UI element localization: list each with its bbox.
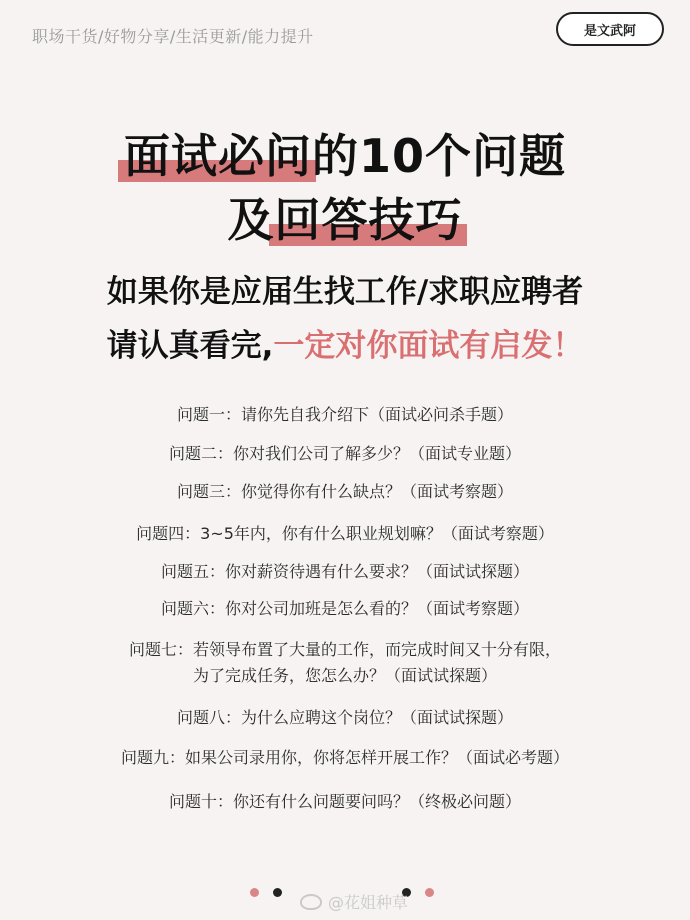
question-item: 问题四：3~5年内，你有什么职业规划嘛？（面试考察题）	[136, 524, 554, 543]
page-dot	[250, 888, 259, 897]
title-highlight-1: 面试必问	[124, 120, 312, 186]
page-dots	[250, 888, 282, 897]
title-block	[0, 0, 690, 260]
watermark	[300, 890, 408, 913]
title-line-2	[0, 184, 690, 250]
tagline: 职场干货/好物分享/生活更新/能力提升	[32, 27, 314, 46]
title-rest-1: 的10个问题	[311, 129, 566, 183]
question-item: 问题八：为什么应聘这个岗位？（面试试探题）	[176, 708, 513, 727]
question-item: 问题十：你还有什么问题要问吗？（终极必问题）	[168, 792, 521, 811]
subtitle-line-1: 如果你是应届生找工作/求职应聘者	[106, 274, 584, 310]
question-item: 问题五：你对薪资待遇有什么要求？（面试试探题）	[160, 562, 529, 581]
question-item: 问题六：你对公司加班是怎么看的？（面试考察题）	[160, 599, 529, 618]
question-item: 问题二：你对我们公司了解多少？（面试专业题）	[168, 444, 521, 463]
subtitle-plain: 请认真看完,	[106, 328, 274, 364]
question-item: 问题三：你觉得你有什么缺点？（面试考察题）	[176, 482, 513, 501]
title-highlight-2: 回答技巧	[275, 184, 463, 250]
weibo-icon	[300, 894, 322, 910]
subtitle-accent: 一定对你面试有启发！	[273, 328, 584, 364]
page-dot	[273, 888, 282, 897]
watermark-text: @花姐种草	[328, 893, 409, 912]
question-item: 问题九：如果公司录用你，你将怎样开展工作？（面试必考题）	[120, 748, 569, 767]
brand-badge: 是文武阿	[556, 12, 664, 46]
page-dot	[425, 888, 434, 897]
title-line-1	[0, 120, 690, 186]
question-item-continued: 为了完成任务，您怎么办？（面试试探题）	[192, 666, 497, 685]
question-item: 问题七：若领导布置了大量的工作，而完成时间又十分有限，	[128, 640, 561, 659]
subtitle-line-2	[0, 320, 690, 365]
question-item: 问题一：请你先自我介绍下（面试必问杀手题）	[176, 405, 513, 424]
title-plain-2: 及	[227, 193, 275, 247]
